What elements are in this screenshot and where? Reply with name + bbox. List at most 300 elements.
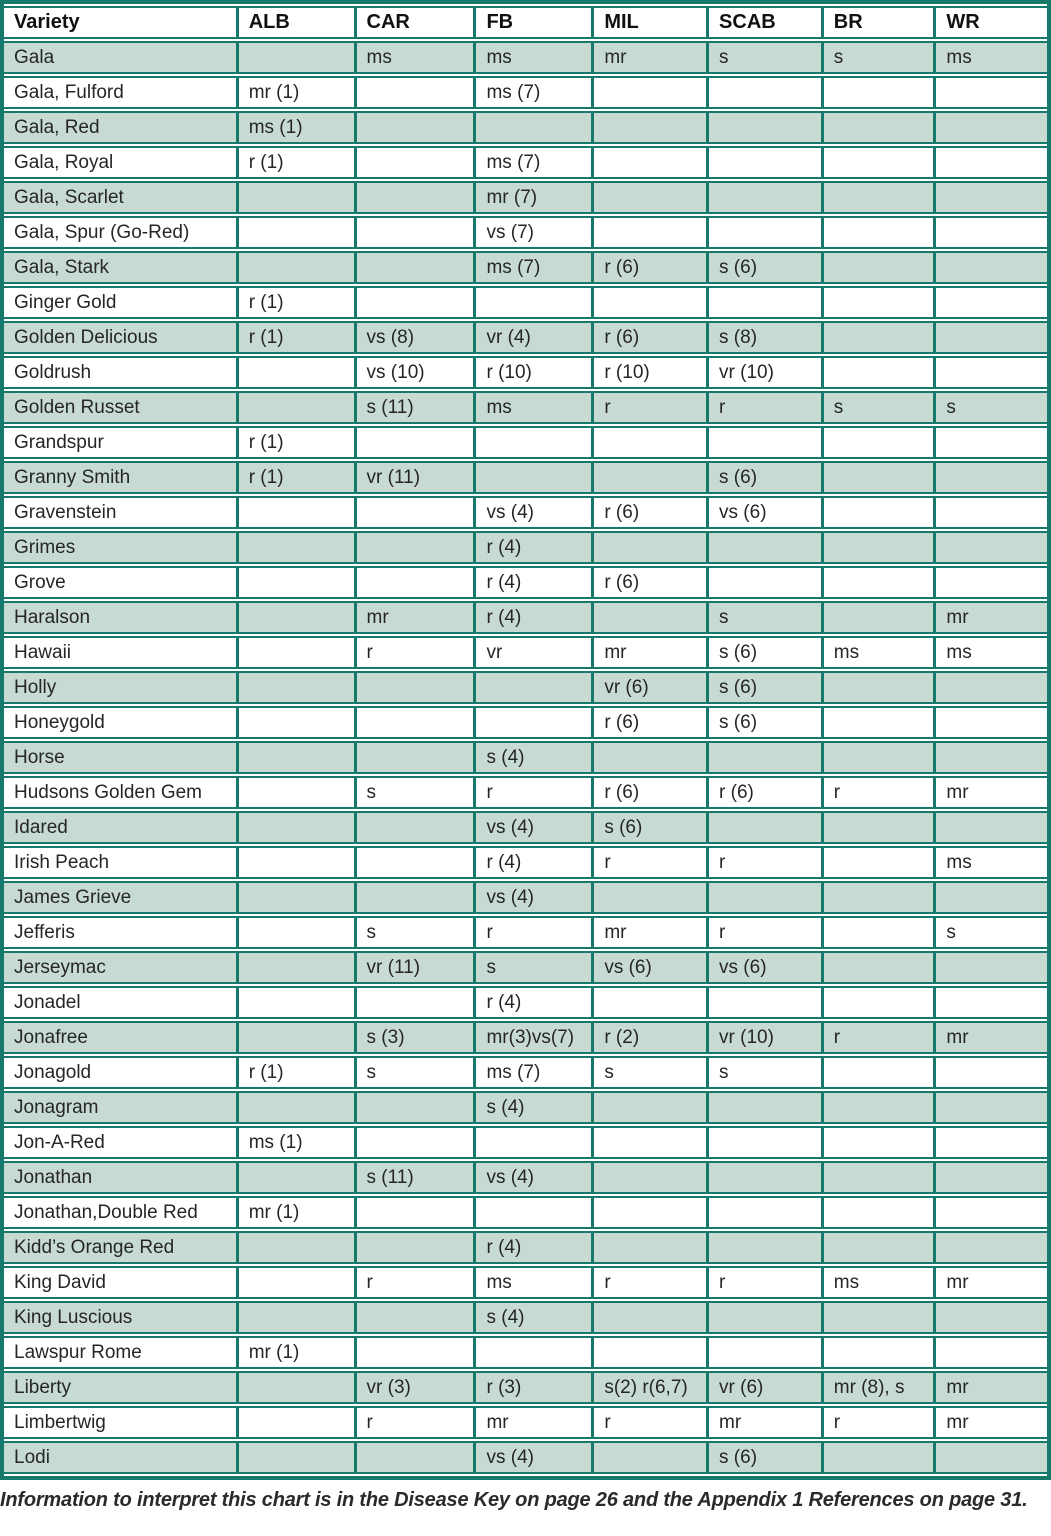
rating-cell xyxy=(594,1196,709,1229)
rating-cell xyxy=(824,461,937,494)
rating-cell xyxy=(936,426,1047,459)
rating-cell xyxy=(709,1336,824,1369)
rating-cell: r xyxy=(476,916,594,949)
variety-cell: Jonagold xyxy=(4,1056,239,1089)
rating-cell xyxy=(824,1161,937,1194)
rating-cell: s xyxy=(709,1056,824,1089)
rating-cell: ms (7) xyxy=(476,1056,594,1089)
rating-cell xyxy=(594,601,709,634)
rating-cell: r (10) xyxy=(476,356,594,389)
rating-cell xyxy=(357,1301,477,1334)
variety-cell: Horse xyxy=(4,741,239,774)
rating-cell: vr (3) xyxy=(357,1371,477,1404)
rating-cell xyxy=(239,566,357,599)
rating-cell: r xyxy=(594,1406,709,1439)
rating-cell: mr (1) xyxy=(239,1196,357,1229)
rating-cell: vr (11) xyxy=(357,951,477,984)
rating-cell: s xyxy=(357,776,477,809)
rating-cell: r xyxy=(824,1021,937,1054)
rating-cell xyxy=(824,706,937,739)
rating-cell: s (11) xyxy=(357,1161,477,1194)
rating-cell xyxy=(709,1091,824,1124)
rating-cell: s xyxy=(709,601,824,634)
rating-cell: ms xyxy=(936,41,1047,74)
variety-cell: Gala, Fulford xyxy=(4,76,239,109)
rating-cell xyxy=(936,146,1047,179)
rating-cell: ms (7) xyxy=(476,76,594,109)
rating-cell xyxy=(357,1441,477,1474)
rating-cell xyxy=(936,181,1047,214)
variety-cell: Jonathan,Double Red xyxy=(4,1196,239,1229)
rating-cell: vs (10) xyxy=(357,356,477,389)
rating-cell: s xyxy=(476,951,594,984)
rating-cell xyxy=(239,916,357,949)
rating-cell xyxy=(357,216,477,249)
rating-cell xyxy=(824,251,937,284)
rating-cell xyxy=(594,881,709,914)
rating-cell: ms (7) xyxy=(476,251,594,284)
rating-cell: s (8) xyxy=(709,321,824,354)
variety-cell: Golden Delicious xyxy=(4,321,239,354)
rating-cell xyxy=(709,1231,824,1264)
rating-cell: s (11) xyxy=(357,391,477,424)
rating-cell: vs (4) xyxy=(476,811,594,844)
rating-cell xyxy=(357,76,477,109)
rating-cell xyxy=(824,671,937,704)
rating-cell xyxy=(936,811,1047,844)
rating-cell xyxy=(936,531,1047,564)
rating-cell: vr (4) xyxy=(476,321,594,354)
rating-cell: s (6) xyxy=(594,811,709,844)
variety-cell: Jerseymac xyxy=(4,951,239,984)
variety-cell: Jon-A-Red xyxy=(4,1126,239,1159)
header-row xyxy=(4,6,1047,39)
rating-cell: s (4) xyxy=(476,1301,594,1334)
rating-cell xyxy=(239,811,357,844)
rating-cell: mr (1) xyxy=(239,76,357,109)
rating-cell: r (6) xyxy=(594,251,709,284)
rating-cell xyxy=(936,566,1047,599)
rating-cell xyxy=(936,1196,1047,1229)
rating-cell xyxy=(239,741,357,774)
rating-cell xyxy=(357,671,477,704)
variety-cell: Gala, Red xyxy=(4,111,239,144)
rating-cell: r (1) xyxy=(239,461,357,494)
rating-cell xyxy=(709,531,824,564)
rating-cell xyxy=(476,111,594,144)
rating-cell: r (2) xyxy=(594,1021,709,1054)
rating-cell xyxy=(594,1301,709,1334)
table-row xyxy=(4,1231,1047,1264)
rating-cell xyxy=(824,846,937,879)
rating-cell xyxy=(239,951,357,984)
table-row xyxy=(4,251,1047,284)
rating-cell: vs (6) xyxy=(594,951,709,984)
rating-cell: s (6) xyxy=(709,636,824,669)
rating-cell: mr xyxy=(709,1406,824,1439)
rating-cell xyxy=(357,1091,477,1124)
rating-cell xyxy=(824,1301,937,1334)
rating-cell: s xyxy=(357,1056,477,1089)
table-row xyxy=(4,1021,1047,1054)
rating-cell xyxy=(357,741,477,774)
variety-cell: Gala, Spur (Go-Red) xyxy=(4,216,239,249)
table-row xyxy=(4,601,1047,634)
rating-cell: r xyxy=(824,1406,937,1439)
rating-cell: r (4) xyxy=(476,1231,594,1264)
variety-cell: Goldrush xyxy=(4,356,239,389)
rating-cell xyxy=(709,1126,824,1159)
table-row xyxy=(4,41,1047,74)
table-row xyxy=(4,496,1047,529)
rating-cell xyxy=(239,1406,357,1439)
rating-cell: vr (6) xyxy=(594,671,709,704)
rating-cell xyxy=(239,391,357,424)
column-header-alb: ALB xyxy=(239,6,357,39)
rating-cell xyxy=(936,706,1047,739)
rating-cell xyxy=(357,881,477,914)
rating-cell: r (4) xyxy=(476,566,594,599)
rating-cell: mr xyxy=(594,636,709,669)
rating-cell xyxy=(594,76,709,109)
rating-cell: mr xyxy=(936,1371,1047,1404)
rating-cell xyxy=(824,216,937,249)
rating-cell: ms xyxy=(936,846,1047,879)
variety-cell: Haralson xyxy=(4,601,239,634)
rating-cell: mr xyxy=(476,1406,594,1439)
table-row xyxy=(4,881,1047,914)
table-row xyxy=(4,356,1047,389)
rating-cell xyxy=(824,951,937,984)
rating-cell: r xyxy=(357,1406,477,1439)
rating-cell xyxy=(239,1161,357,1194)
table-row xyxy=(4,741,1047,774)
rating-cell: r xyxy=(709,846,824,879)
rating-cell xyxy=(936,111,1047,144)
table-row xyxy=(4,216,1047,249)
table-row xyxy=(4,111,1047,144)
variety-cell: Grove xyxy=(4,566,239,599)
rating-cell: mr xyxy=(594,41,709,74)
rating-cell xyxy=(824,321,937,354)
table-row xyxy=(4,1091,1047,1124)
table-row xyxy=(4,1441,1047,1474)
rating-cell xyxy=(357,146,477,179)
table-row xyxy=(4,531,1047,564)
column-header-car: CAR xyxy=(357,6,477,39)
rating-cell xyxy=(239,1231,357,1264)
rating-cell xyxy=(709,1196,824,1229)
rating-cell xyxy=(936,356,1047,389)
rating-cell: s xyxy=(709,41,824,74)
rating-cell xyxy=(357,111,477,144)
rating-cell xyxy=(239,846,357,879)
rating-cell xyxy=(824,881,937,914)
rating-cell xyxy=(936,741,1047,774)
rating-cell xyxy=(357,426,477,459)
rating-cell xyxy=(476,671,594,704)
column-header-mil: MIL xyxy=(594,6,709,39)
rating-cell xyxy=(709,76,824,109)
rating-cell xyxy=(936,881,1047,914)
rating-cell xyxy=(936,76,1047,109)
rating-cell xyxy=(936,951,1047,984)
variety-cell: Idared xyxy=(4,811,239,844)
rating-cell xyxy=(824,181,937,214)
rating-cell xyxy=(239,181,357,214)
rating-cell: r xyxy=(824,776,937,809)
table-row xyxy=(4,1406,1047,1439)
rating-cell xyxy=(709,986,824,1019)
rating-cell xyxy=(709,286,824,319)
rating-cell xyxy=(239,1021,357,1054)
rating-cell: mr xyxy=(936,601,1047,634)
column-header-scab: SCAB xyxy=(709,6,824,39)
rating-cell xyxy=(594,286,709,319)
column-header-variety: Variety xyxy=(4,6,239,39)
rating-cell xyxy=(824,601,937,634)
rating-cell xyxy=(239,881,357,914)
variety-cell: Gravenstein xyxy=(4,496,239,529)
rating-cell xyxy=(594,1091,709,1124)
rating-cell xyxy=(709,566,824,599)
rating-cell: ms xyxy=(824,1266,937,1299)
rating-cell: ms xyxy=(357,41,477,74)
rating-cell xyxy=(239,356,357,389)
variety-cell: Jonadel xyxy=(4,986,239,1019)
rating-cell xyxy=(594,146,709,179)
rating-cell xyxy=(594,1231,709,1264)
rating-cell xyxy=(824,986,937,1019)
rating-cell xyxy=(936,1126,1047,1159)
rating-cell xyxy=(824,1231,937,1264)
table-row xyxy=(4,636,1047,669)
rating-cell: r (4) xyxy=(476,846,594,879)
rating-cell xyxy=(239,1371,357,1404)
rating-cell: mr xyxy=(936,1021,1047,1054)
variety-cell: Ginger Gold xyxy=(4,286,239,319)
rating-cell: r xyxy=(594,846,709,879)
rating-cell xyxy=(594,741,709,774)
rating-cell xyxy=(824,356,937,389)
variety-cell: Jefferis xyxy=(4,916,239,949)
table-row xyxy=(4,671,1047,704)
disease-resistance-table xyxy=(4,4,1047,1476)
table-row xyxy=(4,1161,1047,1194)
rating-cell xyxy=(357,181,477,214)
rating-cell xyxy=(709,811,824,844)
rating-cell xyxy=(476,286,594,319)
rating-cell xyxy=(357,496,477,529)
rating-cell: vs (4) xyxy=(476,496,594,529)
variety-cell: King David xyxy=(4,1266,239,1299)
rating-cell: r (1) xyxy=(239,286,357,319)
rating-cell: s (3) xyxy=(357,1021,477,1054)
rating-cell xyxy=(824,1441,937,1474)
rating-cell: vr (10) xyxy=(709,1021,824,1054)
rating-cell: ms xyxy=(476,391,594,424)
table-row xyxy=(4,1126,1047,1159)
rating-cell xyxy=(357,286,477,319)
rating-cell xyxy=(709,426,824,459)
rating-cell xyxy=(824,146,937,179)
rating-cell xyxy=(709,216,824,249)
rating-cell: r (6) xyxy=(594,776,709,809)
rating-cell: vs (7) xyxy=(476,216,594,249)
rating-cell: r (1) xyxy=(239,426,357,459)
rating-cell: r (6) xyxy=(594,706,709,739)
rating-cell xyxy=(357,811,477,844)
variety-cell: Gala, Scarlet xyxy=(4,181,239,214)
rating-cell xyxy=(936,1056,1047,1089)
rating-cell xyxy=(594,181,709,214)
rating-cell: s (6) xyxy=(709,251,824,284)
rating-cell: s xyxy=(357,916,477,949)
variety-cell: Golden Russet xyxy=(4,391,239,424)
rating-cell: mr xyxy=(936,1266,1047,1299)
variety-cell: Kidd’s Orange Red xyxy=(4,1231,239,1264)
rating-cell xyxy=(239,706,357,739)
rating-cell xyxy=(936,671,1047,704)
variety-cell: Holly xyxy=(4,671,239,704)
table-header xyxy=(4,6,1047,39)
rating-cell xyxy=(824,811,937,844)
rating-cell: mr xyxy=(594,916,709,949)
rating-cell: s xyxy=(936,916,1047,949)
rating-cell xyxy=(824,566,937,599)
rating-cell xyxy=(936,1161,1047,1194)
rating-cell xyxy=(824,111,937,144)
rating-cell: r xyxy=(594,391,709,424)
rating-cell: vs (4) xyxy=(476,1161,594,1194)
rating-cell xyxy=(824,286,937,319)
rating-cell: vr (11) xyxy=(357,461,477,494)
variety-cell: Limbertwig xyxy=(4,1406,239,1439)
rating-cell: r (1) xyxy=(239,1056,357,1089)
rating-cell xyxy=(936,1301,1047,1334)
column-header-wr: WR xyxy=(936,6,1047,39)
rating-cell: mr (7) xyxy=(476,181,594,214)
table-row xyxy=(4,181,1047,214)
rating-cell xyxy=(936,1336,1047,1369)
rating-cell: ms xyxy=(936,636,1047,669)
rating-cell: vs (6) xyxy=(709,951,824,984)
rating-cell: ms (1) xyxy=(239,1126,357,1159)
rating-cell xyxy=(357,531,477,564)
variety-cell: Irish Peach xyxy=(4,846,239,879)
rating-cell xyxy=(824,426,937,459)
rating-cell: mr (8), s xyxy=(824,1371,937,1404)
rating-cell xyxy=(239,1091,357,1124)
table-row xyxy=(4,461,1047,494)
rating-cell xyxy=(709,111,824,144)
rating-cell: vr (10) xyxy=(709,356,824,389)
rating-cell: vs (8) xyxy=(357,321,477,354)
rating-cell xyxy=(936,321,1047,354)
variety-cell: King Luscious xyxy=(4,1301,239,1334)
variety-cell: Honeygold xyxy=(4,706,239,739)
table-row xyxy=(4,1266,1047,1299)
rating-cell xyxy=(824,1056,937,1089)
rating-cell: vs (6) xyxy=(709,496,824,529)
variety-cell: Lodi xyxy=(4,1441,239,1474)
table-row xyxy=(4,811,1047,844)
table-row xyxy=(4,391,1047,424)
rating-cell xyxy=(709,881,824,914)
rating-cell xyxy=(239,41,357,74)
table-row xyxy=(4,1336,1047,1369)
table-row xyxy=(4,1371,1047,1404)
rating-cell xyxy=(239,496,357,529)
rating-cell xyxy=(936,286,1047,319)
rating-cell xyxy=(594,1336,709,1369)
variety-cell: Jonagram xyxy=(4,1091,239,1124)
rating-cell xyxy=(594,531,709,564)
rating-cell xyxy=(476,461,594,494)
rating-cell: r (6) xyxy=(594,321,709,354)
variety-cell: Grimes xyxy=(4,531,239,564)
rating-cell: ms xyxy=(824,636,937,669)
rating-cell: s(2) r(6,7) xyxy=(594,1371,709,1404)
rating-cell xyxy=(239,986,357,1019)
rating-cell xyxy=(936,1441,1047,1474)
rating-cell xyxy=(709,1301,824,1334)
table-row xyxy=(4,706,1047,739)
rating-cell: r (1) xyxy=(239,321,357,354)
rating-cell: s xyxy=(824,391,937,424)
rating-cell xyxy=(476,1336,594,1369)
rating-cell xyxy=(357,566,477,599)
rating-cell xyxy=(239,216,357,249)
rating-cell xyxy=(936,251,1047,284)
rating-cell: s xyxy=(594,1056,709,1089)
rating-cell xyxy=(239,776,357,809)
rating-cell: s (4) xyxy=(476,741,594,774)
rating-cell xyxy=(476,1126,594,1159)
rating-cell xyxy=(239,671,357,704)
table-row xyxy=(4,916,1047,949)
rating-cell xyxy=(476,1196,594,1229)
variety-cell: Gala, Stark xyxy=(4,251,239,284)
rating-cell: r xyxy=(709,1266,824,1299)
rating-cell xyxy=(239,636,357,669)
table-row xyxy=(4,1056,1047,1089)
variety-cell: Gala xyxy=(4,41,239,74)
rating-cell: ms (7) xyxy=(476,146,594,179)
rating-cell xyxy=(239,601,357,634)
rating-cell: s xyxy=(824,41,937,74)
variety-cell: Granny Smith xyxy=(4,461,239,494)
variety-cell: Jonathan xyxy=(4,1161,239,1194)
table-row xyxy=(4,146,1047,179)
rating-cell: r xyxy=(594,1266,709,1299)
rating-cell: mr xyxy=(936,776,1047,809)
rating-cell xyxy=(476,706,594,739)
rating-cell: ms (1) xyxy=(239,111,357,144)
rating-cell: r (6) xyxy=(709,776,824,809)
rating-cell: mr xyxy=(936,1406,1047,1439)
rating-cell xyxy=(357,1126,477,1159)
rating-cell: vr xyxy=(476,636,594,669)
rating-cell: r (4) xyxy=(476,531,594,564)
rating-cell xyxy=(709,146,824,179)
rating-cell xyxy=(357,251,477,284)
table-row xyxy=(4,1301,1047,1334)
variety-cell: Liberty xyxy=(4,1371,239,1404)
variety-cell: Gala, Royal xyxy=(4,146,239,179)
rating-cell xyxy=(594,461,709,494)
rating-cell: r (3) xyxy=(476,1371,594,1404)
